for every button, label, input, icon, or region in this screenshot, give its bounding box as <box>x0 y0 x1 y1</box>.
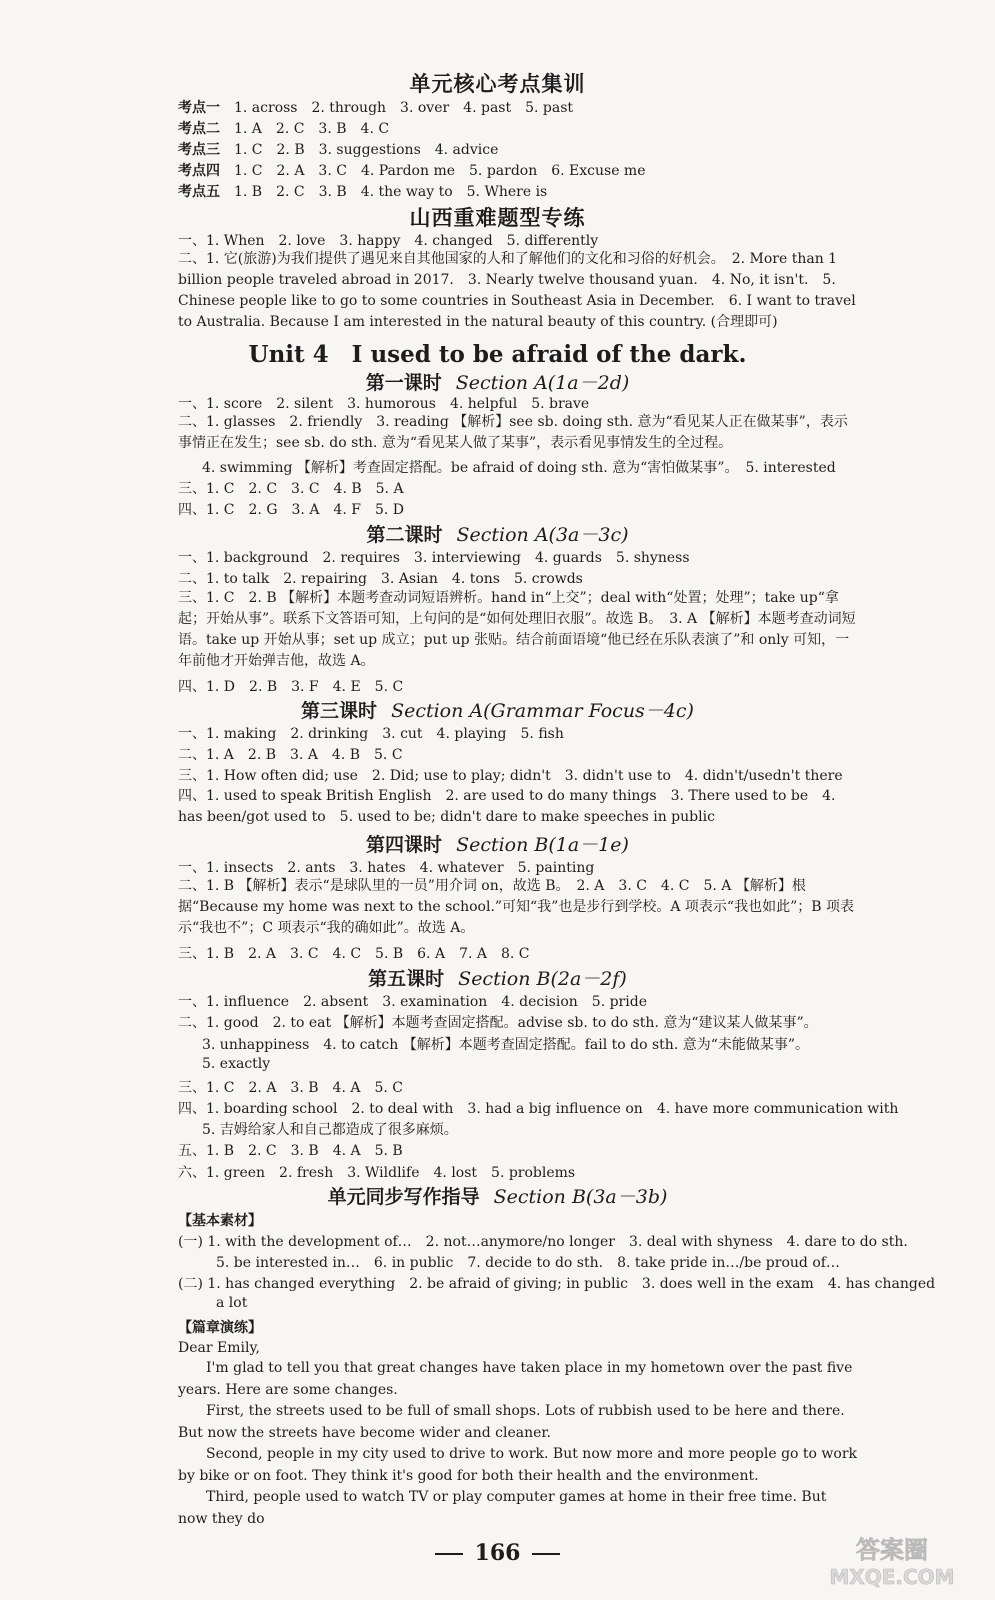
l2-line-1: 一、1. background 2. requires 3. interviewing 4. guards 5. shyness <box>178 550 690 566</box>
site-watermark-logo <box>817 1530 967 1590</box>
l5-line-7: 5. 吉姆给家人和自己都造成了很多麻烦。 <box>202 1122 458 1138</box>
basic-line-2: 5. be interested in… 6. in public 7. decide to do sth. 8. take pride in…/be proud of… <box>216 1255 840 1271</box>
l5-line-3: 3. unhappiness 4. to catch 【解析】本题考查固定搭配。fail to do sth. 意为“未能做某事”。 <box>202 1037 810 1053</box>
core-line-2: 考点二 1. A 2. C 3. B 4. C <box>178 121 390 137</box>
shanxi-part-1: 一、1. When 2. love 3. happy 4. changed 5. differently <box>178 233 599 249</box>
svg-text:答案圈: 答案圈 <box>856 1536 928 1564</box>
l4-line-2: 二、1. B 【解析】表示“是球队里的一员”用介词 on，故选 B。 2. A 3. C 4. C 5. A 【解析】根据“Because my home was next to the school.”可知“我”也是步行到学校。A 项表示“我也如此”；B 项表示“我也不”；C 项表示“我的确如此”。故选 A。 <box>178 878 854 936</box>
essay-greeting: Dear Emily, <box>178 1340 260 1356</box>
essay-para-4: Third, people used to watch TV or play computer games at home in their free time. But now they do <box>178 1489 827 1527</box>
l5-line-2: 二、1. good 2. to eat 【解析】本题考查固定搭配。advise sb. to do sth. 意为“建议某人做某事”。 <box>178 1015 818 1031</box>
basic-material-label: 【基本素材】 <box>178 1213 262 1229</box>
heading-shanxi: 山西重难题型专练 <box>409 205 586 230</box>
shanxi-part-2: 二、1. 它(旅游)为我们提供了遇见来自其他国家的人和了解他们的文化和习俗的好机会。 2. More than 1 billion people traveled abroad in 2017. 3. Nearly twelve thousand yuan. 4. No, it isn't. 5. Chinese people like to go to some countries in Southeast Asia in December. 6. I want to travel to Australia. Because I am interested in the natural beauty of this country. (合理即可) <box>178 251 856 330</box>
l1-line-3: 4. swimming 【解析】考查固定搭配。be afraid of doing sth. 意为“害怕做某事”。 5. interested <box>202 460 836 476</box>
lesson-2-title: 第二课时 Section A(3a－3c) <box>366 524 629 546</box>
l2-line-2: 二、1. to talk 2. repairing 3. Asian 4. tons 5. crowds <box>178 571 583 587</box>
l1-line-2: 二、1. glasses 2. friendly 3. reading 【解析】see sb. doing sth. 意为“看见某人正在做某事”，表示事情正在发生；see sb. do sth. 意为“看见某人做了某事”，表示看见事情发生的全过程。 <box>178 414 848 451</box>
l5-line-9: 六、1. green 2. fresh 3. Wildlife 4. lost 5. problems <box>178 1165 576 1181</box>
l3-line-3: 三、1. How often did; use 2. Did; use to play; didn't 3. didn't use to 4. didn't/usedn't there <box>178 768 843 784</box>
l5-line-5: 三、1. C 2. A 3. B 4. A 5. C <box>178 1080 403 1096</box>
essay-practice-label: 【篇章演练】 <box>178 1320 262 1336</box>
l1-line-4: 三、1. C 2. C 3. C 4. B 5. A <box>178 481 404 497</box>
essay-para-2: First, the streets used to be full of small shops. Lots of rubbish used to be here and there. But now the streets have become wider and cleaner. <box>178 1403 845 1441</box>
page-number-dash-left <box>435 1553 463 1555</box>
core-line-3: 考点三 1. C 2. B 3. suggestions 4. advice <box>178 142 499 158</box>
heading-core-review: 单元核心考点集训 <box>409 71 586 96</box>
l5-line-6: 四、1. boarding school 2. to deal with 3. had a big influence on 4. have more communication with <box>178 1101 899 1117</box>
l4-line-3: 三、1. B 2. A 3. C 4. C 5. B 6. A 7. A 8. C <box>178 946 530 962</box>
core-line-5: 考点五 1. B 2. C 3. B 4. the way to 5. Where is <box>178 184 548 200</box>
basic-line-1: (一) 1. with the development of… 2. not…anymore/no longer 3. deal with shyness 4. dare to do sth. <box>178 1234 908 1250</box>
writing-guide-title: 单元同步写作指导 Section B(3a－3b) <box>327 1186 668 1208</box>
page-number: 166 <box>0 1540 995 1566</box>
lesson-5-title: 第五课时 Section B(2a－2f) <box>368 968 627 990</box>
l2-line-4: 四、1. D 2. B 3. F 4. E 5. C <box>178 679 404 695</box>
l1-line-1: 一、1. score 2. silent 3. humorous 4. helpful 5. brave <box>178 396 590 412</box>
l5-line-1: 一、1. influence 2. absent 3. examination 4. decision 5. pride <box>178 994 647 1010</box>
lesson-4-title: 第四课时 Section B(1a－1e) <box>366 834 629 856</box>
l3-line-1: 一、1. making 2. drinking 3. cut 4. playing 5. fish <box>178 726 564 742</box>
l1-line-5: 四、1. C 2. G 3. A 4. F 5. D <box>178 502 404 518</box>
l3-line-2: 二、1. A 2. B 3. A 4. B 5. C <box>178 747 403 763</box>
basic-line-3: (二) 1. has changed everything 2. be afraid of giving; in public 3. does well in the exam 4. has changed <box>178 1276 936 1292</box>
core-line-4: 考点四 1. C 2. A 3. C 4. Pardon me 5. pardon 6. Excuse me <box>178 163 646 179</box>
l5-line-4: 5. exactly <box>202 1056 271 1072</box>
l4-line-1: 一、1. insects 2. ants 3. hates 4. whatever 5. painting <box>178 860 595 876</box>
core-line-1: 考点一 1. across 2. through 3. over 4. past 5. past <box>178 100 574 116</box>
lesson-3-title: 第三课时 Section A(Grammar Focus－4c) <box>301 700 694 722</box>
unit-title: Unit 4 I used to be afraid of the dark. <box>248 341 747 368</box>
svg-text:MXQE.COM: MXQE.COM <box>829 1565 955 1589</box>
lesson-1-title: 第一课时 Section A(1a－2d) <box>365 372 630 394</box>
l3-line-4: 四、1. used to speak British English 2. are used to do many things 3. There used to be 4. has been/got used to 5. used to be; didn't dare to make speeches in public <box>178 788 836 825</box>
l5-line-8: 五、1. B 2. C 3. B 4. A 5. B <box>178 1143 403 1159</box>
l2-line-3: 三、1. C 2. B 【解析】本题考查动词短语辨析。hand in“上交”；deal with“处置；处理”；take up“拿起；开始从事”。联系下文答语可知，上句问的是“如何处理旧衣服”。故选 B。 3. A 【解析】本题考查动词短语。take up 开始从事；set up 成立；put up 张贴。结合前面语境“他已经在乐队表演了”和 only 可知，一年前他才开始弹吉他，故选 A。 <box>178 590 856 669</box>
basic-line-4: a lot <box>216 1295 248 1311</box>
essay-para-3: Second, people in my city used to drive to work. But now more and more people go to work by bike or on foot. They think it's good for both their health and the environment. <box>178 1446 858 1484</box>
essay-para-1: I'm glad to tell you that great changes have taken place in my hometown over the past five years. Here are some changes. <box>178 1360 853 1398</box>
page-number-dash-right <box>532 1553 560 1555</box>
